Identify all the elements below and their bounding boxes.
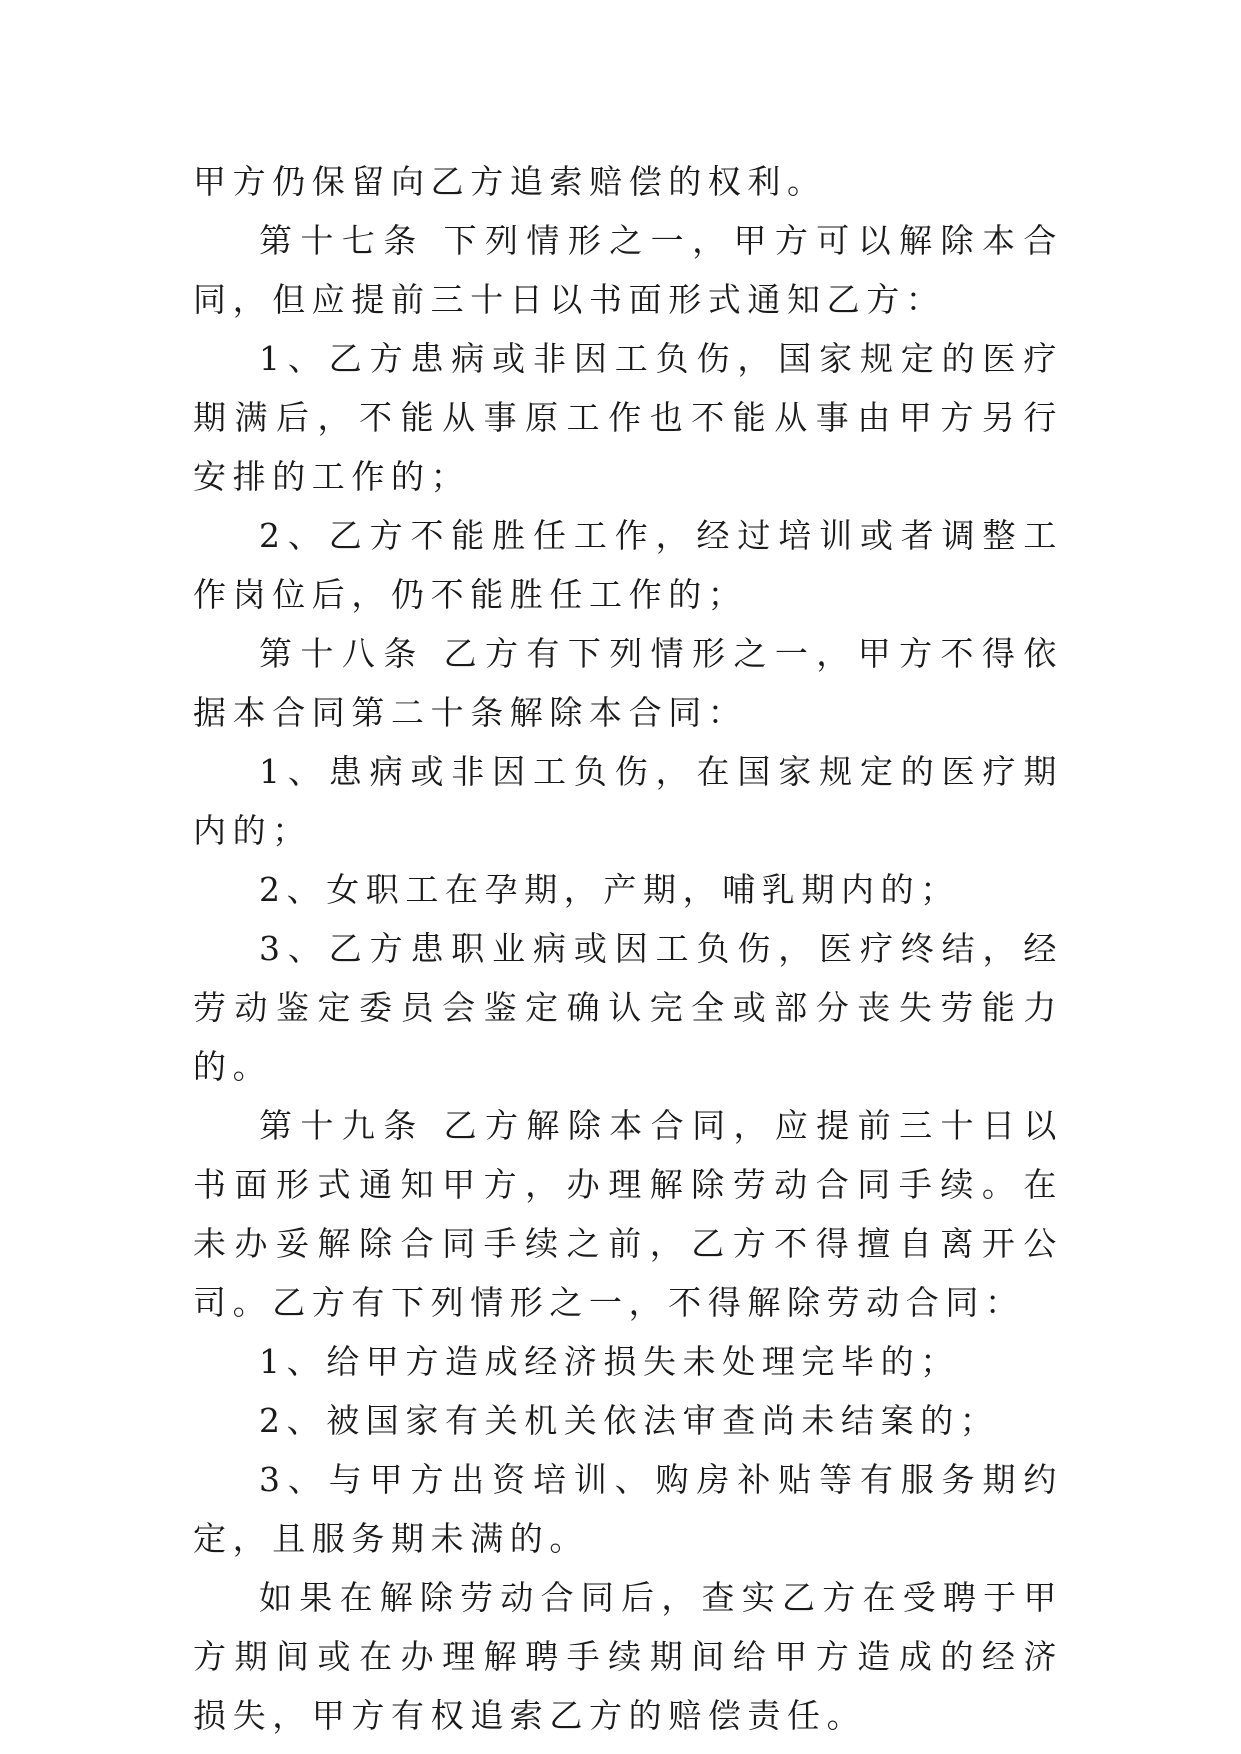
article-19: 第十九条 乙方解除本合同，应提前三十日以书面形式通知甲方，办理解除劳动合同手续。在未办妥解除合同手续之前，乙方不得擅自离开公司。乙方有下列情形之一，不得解除劳动合同：	[193, 1106, 1063, 1322]
article-18: 第十八条 乙方有下列情形之一，甲方不得依据本合同第二十条解除本合同：	[193, 634, 1063, 732]
article-19-item-3: 3、与甲方出资培训、购房补贴等有服务期约定，且服务期未满的。	[193, 1460, 1063, 1558]
article-19-item-1: 1、给甲方造成经济损失未处理完毕的；	[259, 1342, 960, 1381]
article-18-item-2: 2、女职工在孕期，产期，哺乳期内的；	[259, 870, 960, 909]
paragraph-continuation: 甲方仍保留向乙方追索赔偿的权利。	[193, 162, 827, 201]
article-17-item-2: 2、乙方不能胜任工作，经过培训或者调整工作岗位后，仍不能胜任工作的；	[193, 516, 1063, 614]
document-page	[193, 152, 1063, 1745]
article-17-item-1: 1、乙方患病或非因工负伤，国家规定的医疗期满后，不能从事原工作也不能从事由甲方另行安排的工作的；	[193, 339, 1063, 496]
closing-paragraph: 如果在解除劳动合同后，查实乙方在受聘于甲方期间或在办理解聘手续期间给甲方造成的经济损失，甲方有权追索乙方的赔偿责任。	[193, 1578, 1063, 1735]
article-17: 第十七条 下列情形之一，甲方可以解除本合同，但应提前三十日以书面形式通知乙方：	[193, 221, 1063, 319]
article-18-item-3: 3、乙方患职业病或因工负伤，医疗终结，经劳动鉴定委员会鉴定确认完全或部分丧失劳能力的。	[193, 929, 1063, 1086]
article-18-item-1: 1、患病或非因工负伤，在国家规定的医疗期内的；	[193, 752, 1063, 850]
article-19-item-2: 2、被国家有关机关依法审查尚未结案的；	[259, 1401, 1000, 1440]
